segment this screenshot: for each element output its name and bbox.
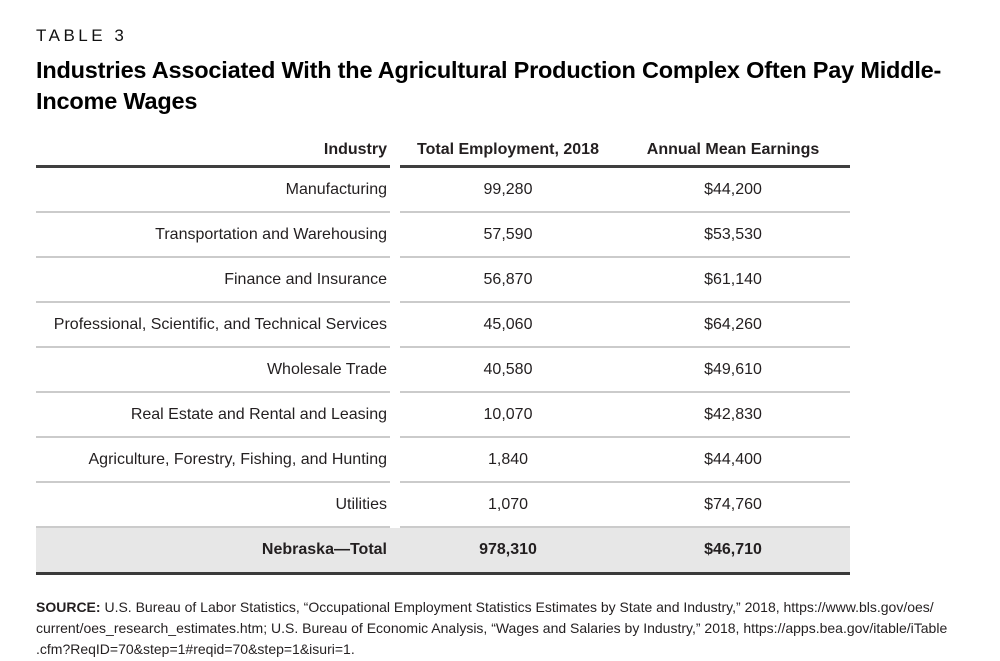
- column-gap: [390, 258, 400, 301]
- earnings-cell: $64,260: [616, 303, 850, 348]
- source-text-line-2: current/oes_research_estimates.htm; U.S. Bureau of Economic Analysis, “Wages and Salaries by Industry,” 2018, https://apps.bea.gov/itable/iTable: [36, 620, 948, 636]
- column-gap: [390, 528, 400, 572]
- employment-cell: 40,580: [400, 348, 616, 393]
- table-body: [36, 168, 850, 528]
- column-gap: [390, 483, 400, 526]
- table-row: [36, 348, 850, 393]
- industry-cell: Transportation and Warehousing: [36, 213, 390, 258]
- table-title: Industries Associated With the Agricultural Production Complex Often Pay Middle-Income Wages: [36, 57, 942, 114]
- industry-cell: Wholesale Trade: [36, 348, 390, 393]
- column-gap: [390, 303, 400, 346]
- source-line: [36, 599, 934, 615]
- column-gap: [390, 135, 400, 165]
- column-header-industry: Industry: [36, 135, 390, 168]
- earnings-cell: $49,610: [616, 348, 850, 393]
- table-label: TABLE 3: [36, 26, 128, 45]
- industry-cell: Finance and Insurance: [36, 258, 390, 303]
- column-gap: [390, 213, 400, 256]
- employment-cell: 56,870: [400, 258, 616, 303]
- table-row: [36, 168, 850, 213]
- table-row: [36, 258, 850, 303]
- table-row: [36, 303, 850, 348]
- employment-cell: 1,840: [400, 438, 616, 483]
- column-gap: [390, 168, 400, 211]
- earnings-cell: $53,530: [616, 213, 850, 258]
- column-gap: [390, 393, 400, 436]
- employment-cell: 57,590: [400, 213, 616, 258]
- employment-cell: 45,060: [400, 303, 616, 348]
- industry-cell: Professional, Scientific, and Technical Services: [36, 303, 390, 348]
- total-earnings-cell: $46,710: [704, 541, 762, 558]
- industry-cell: Manufacturing: [36, 168, 390, 213]
- column-header-earnings: Annual Mean Earnings: [616, 135, 850, 168]
- table-row: [36, 483, 850, 528]
- source-note: [36, 597, 976, 660]
- employment-cell: 99,280: [400, 168, 616, 213]
- earnings-cell: $74,760: [616, 483, 850, 528]
- earnings-cell: $61,140: [616, 258, 850, 303]
- earnings-cell: $42,830: [616, 393, 850, 438]
- column-gap: [390, 348, 400, 391]
- employment-cell: 1,070: [400, 483, 616, 528]
- total-employment-cell: 978,310: [479, 541, 537, 558]
- source-label: SOURCE:: [36, 599, 101, 615]
- table-row: [36, 213, 850, 258]
- industry-cell: Utilities: [36, 483, 390, 528]
- industry-cell: Real Estate and Rental and Leasing: [36, 393, 390, 438]
- total-row: [36, 528, 850, 575]
- table-row: [36, 393, 850, 438]
- column-header-employment: Total Employment, 2018: [400, 135, 616, 168]
- source-text-line-1: U.S. Bureau of Labor Statistics, “Occupational Employment Statistics Estimates by State and Industry,” 2018, https://www.bls.gov/oes/: [104, 599, 934, 615]
- source-text-line-3: .cfm?ReqID=70&step=1#reqid=70&step=1&isuri=1.: [36, 641, 355, 657]
- column-gap: [390, 438, 400, 481]
- table-row: [36, 438, 850, 483]
- employment-cell: 10,070: [400, 393, 616, 438]
- data-table: [36, 135, 850, 575]
- table-header-row: [36, 135, 850, 168]
- industry-cell: Agriculture, Forestry, Fishing, and Hunting: [36, 438, 390, 483]
- earnings-cell: $44,200: [616, 168, 850, 213]
- earnings-cell: $44,400: [616, 438, 850, 483]
- total-industry-cell: Nebraska—Total: [261, 541, 387, 558]
